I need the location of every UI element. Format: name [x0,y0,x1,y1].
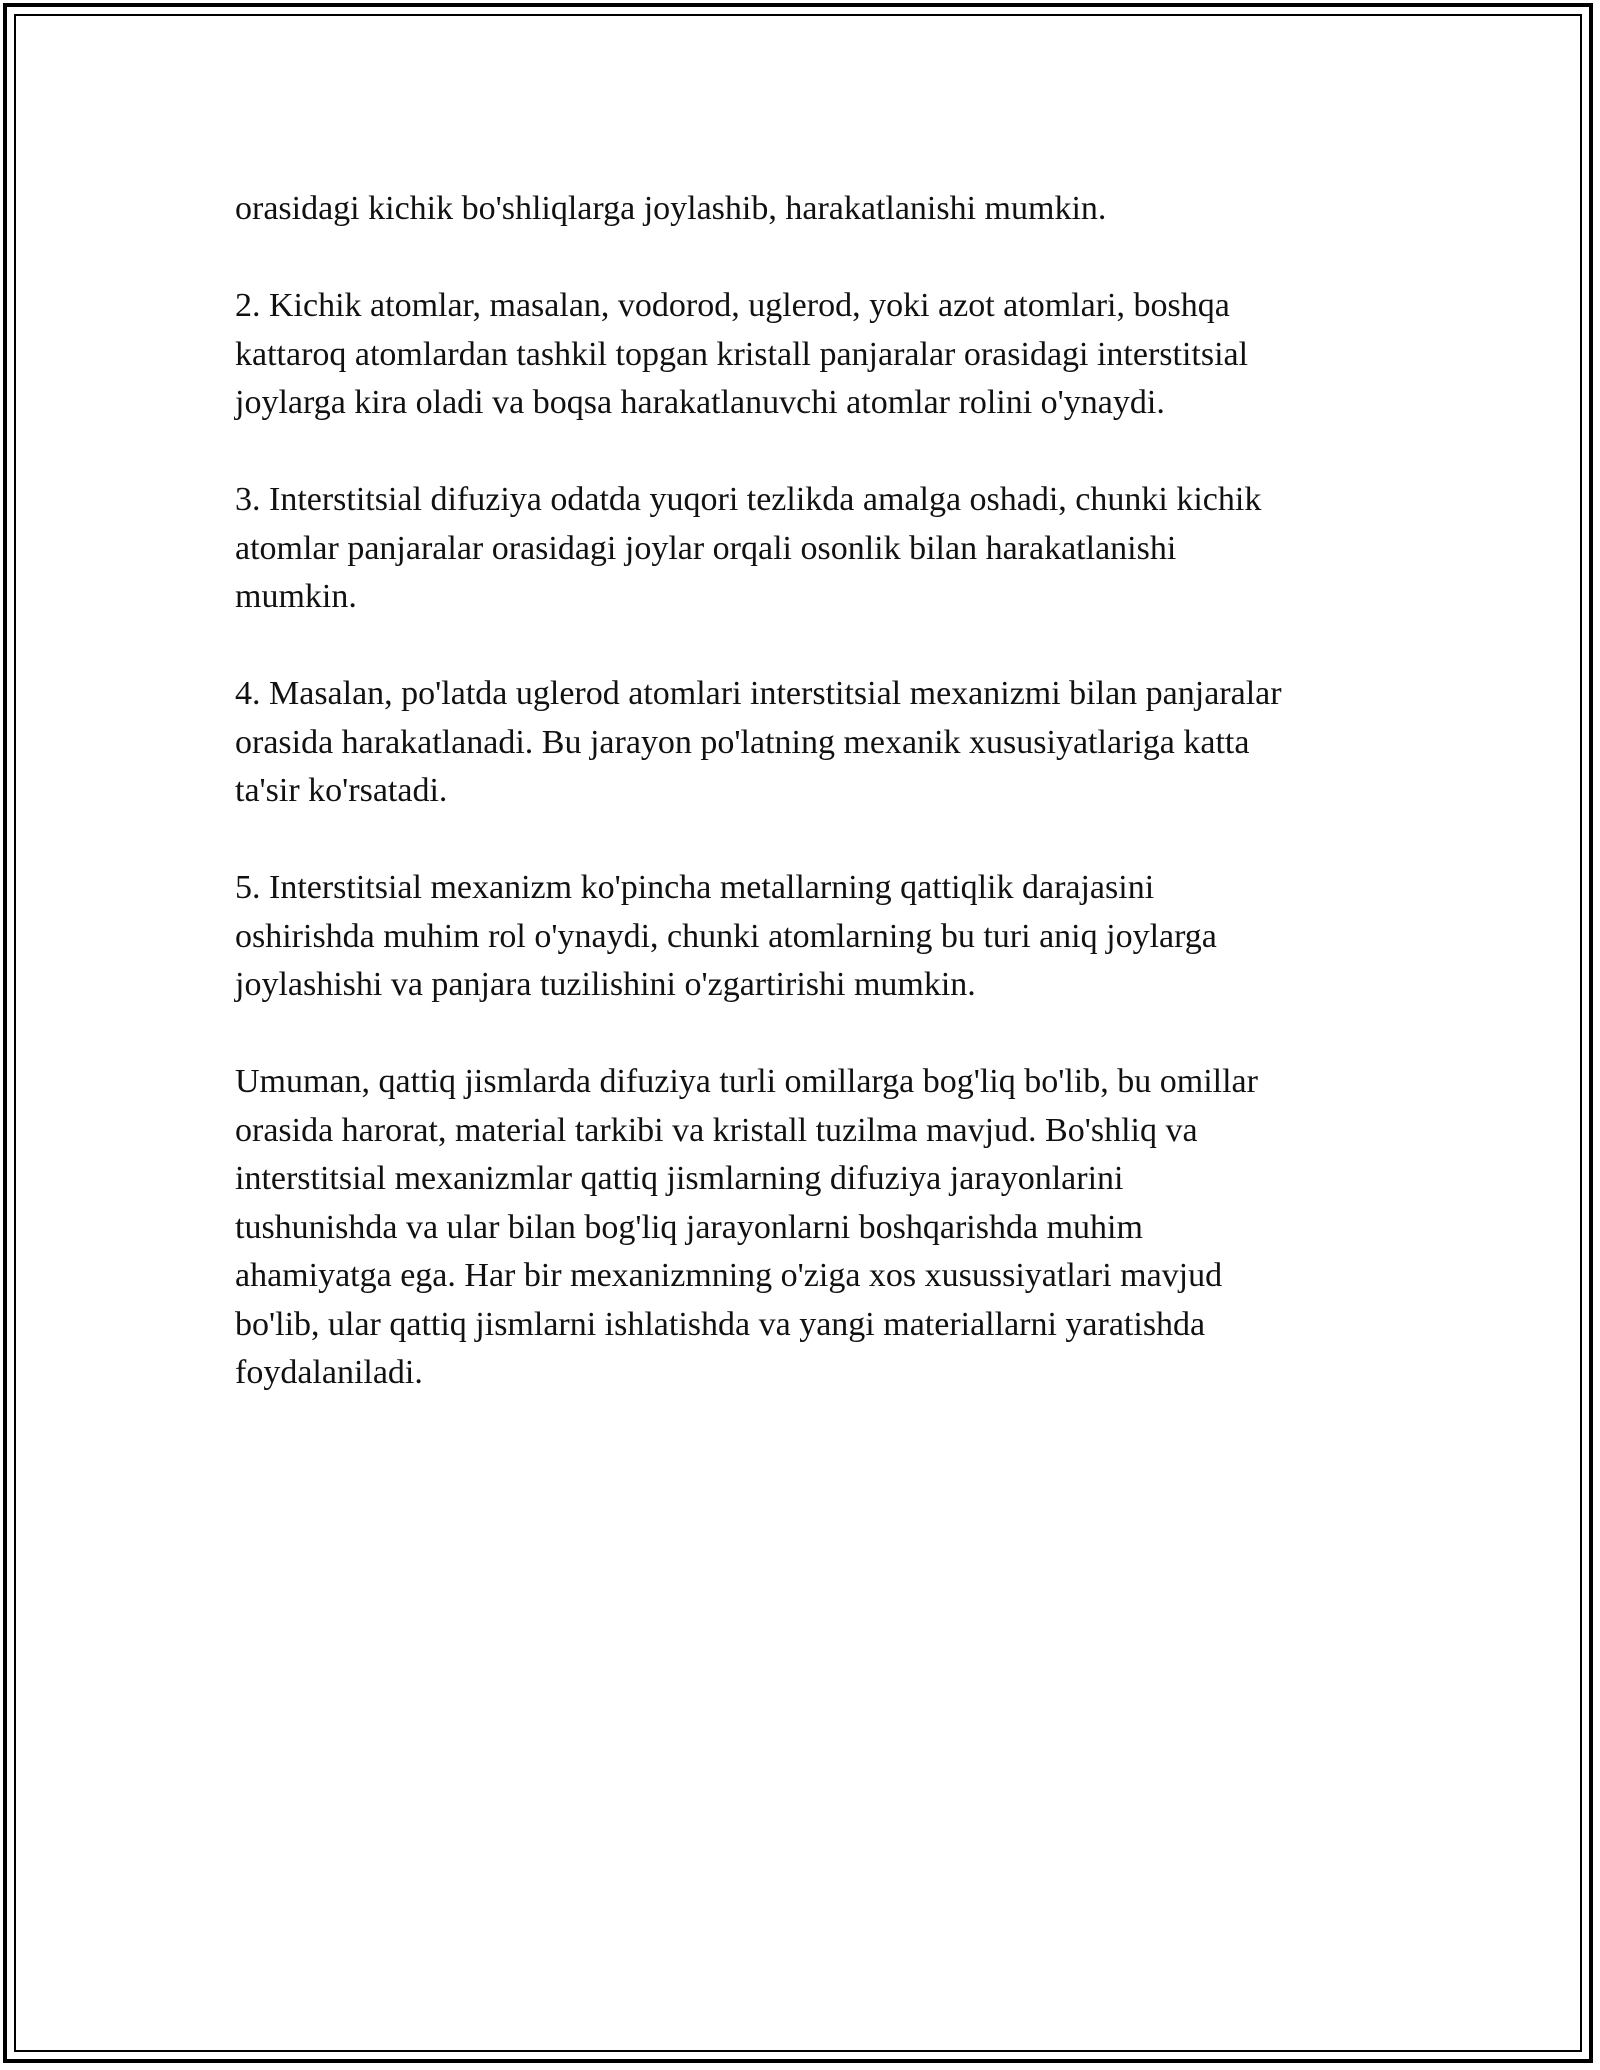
paragraph-item-4: 4. Masalan, po'latda uglerod atomlari interstitsial mexanizmi bilan panjaralar orasida harakatlanadi. Bu jarayon po'latning mexanik xususiyatlariga katta ta'sir ko'rsatadi. [235,675,1282,809]
paragraph-item-2: 2. Kichik atomlar, masalan, vodorod, uglerod, yoki azot atomlari, boshqa kattaroq atomlardan tashkil topgan kristall panjaralar orasidagi interstitsial joylarga kira oladi va boqsa harakatlanuvchi atomlar rolini o'ynaydi. [235,287,1249,421]
paragraph-item-5: 5. Interstitsial mexanizm ko'pincha metallarning qattiqlik darajasini oshirishda muhim rol o'ynaydi, chunki atomlarning bu turi aniq joylarga joylashishi va panjara tuzilishini o'zgartirishi mumkin. [235,869,1217,1003]
document-body [235,185,1395,1398]
paragraph-continuation: orasidagi kichik bo'shliqlarga joylashib, harakatlanishi mumkin. [235,190,1107,227]
paragraph-item-3: 3. Interstitsial difuziya odatda yuqori tezlikda amalga oshadi, chunki kichik atomlar panjaralar orasidagi joylar orqali osonlik bilan harakatlanishi mumkin. [235,481,1262,615]
paragraph-conclusion: Umuman, qattiq jismlarda difuziya turli omillarga bog'liq bo'lib, bu omillar orasida harorat, material tarkibi va kristall tuzilma mavjud. Bo'shliq va interstitsial mexanizmlar qattiq jismlarning difuziya jarayonlarini tushunishda va ular bilan bog'liq jarayonlarni boshqarishda muhim ahamiyatga ega. Har bir mexanizmning o'ziga xos xusussiyatlari mavjud bo'lib, ular qattiq jismlarni ishlatishda va yangi materiallarni yaratishda foydalaniladi. [235,1063,1258,1391]
